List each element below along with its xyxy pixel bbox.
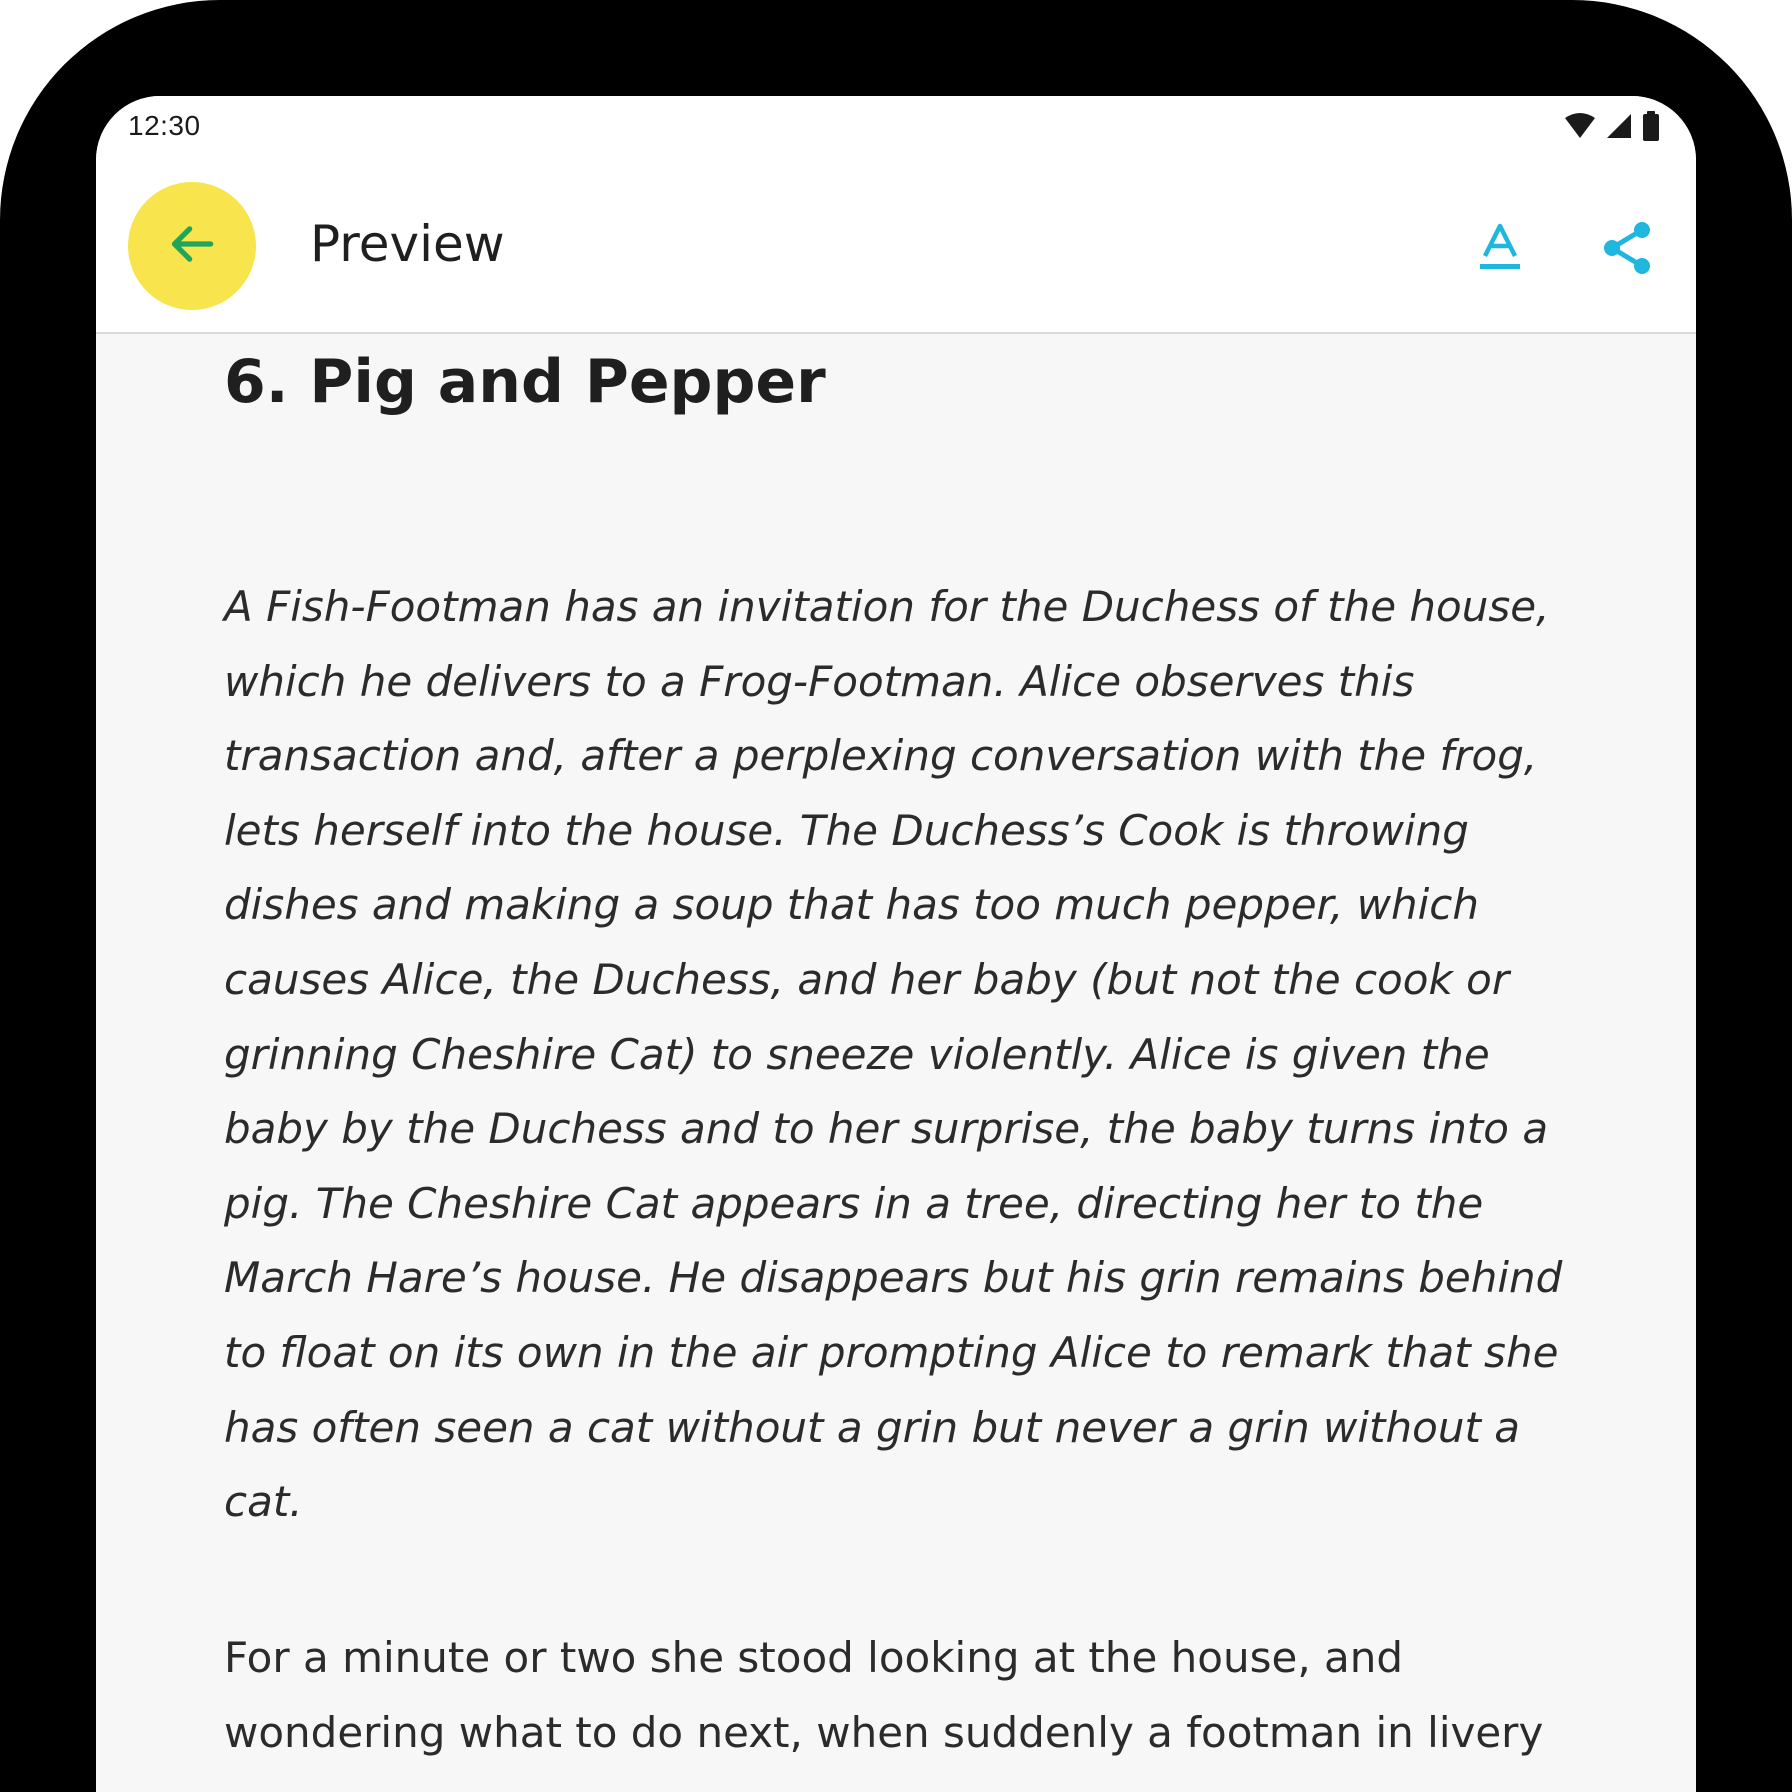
share-icon: [1600, 220, 1656, 280]
status-bar: [96, 96, 1696, 160]
chapter-summary: A Fish-Footman has an invitation for the Duchess of the house, which he delivers to a Frog-Footman. Alice observes this transaction and, after a perplexing conversation with the frog, lets herself into the house. The Duchess’s Cook is throwing dishes and making a soup that has too much pepper, which causes Alice, the Duchess, and her baby (but not the cook or grinning Cheshire Cat) to sneeze violently. Alice is given the baby by the Duchess and to her surprise, the baby turns into a pig. The Cheshire Cat appears in a tree, directing her to the March Hare’s house. He disappears but his grin remains behind to float on its own in the air prompting Alice to remark that she has often seen a cat without a grin but never a grin without a cat.: [224, 582, 1563, 1527]
status-time: 12:30: [128, 110, 201, 141]
app-bar: [96, 160, 1696, 334]
chapter-body-text: For a minute or two she stood looking at the house, and wondering what to do next, when suddenly a footman in livery: [224, 1633, 1544, 1757]
wifi-icon: [1564, 112, 1596, 144]
signal-icon: [1606, 113, 1632, 143]
back-button[interactable]: [128, 182, 256, 310]
screen: [96, 96, 1696, 1792]
page-title: Preview: [310, 215, 505, 273]
chapter-title: 6. Pig and Pepper: [224, 347, 826, 417]
text-format-button[interactable]: [1452, 202, 1548, 298]
arrow-left-icon: [164, 216, 220, 276]
status-icons: [1564, 112, 1660, 144]
text-format-icon: [1476, 220, 1524, 280]
reader-content[interactable]: [96, 334, 1696, 1792]
share-button[interactable]: [1580, 202, 1676, 298]
battery-icon: [1642, 111, 1660, 145]
